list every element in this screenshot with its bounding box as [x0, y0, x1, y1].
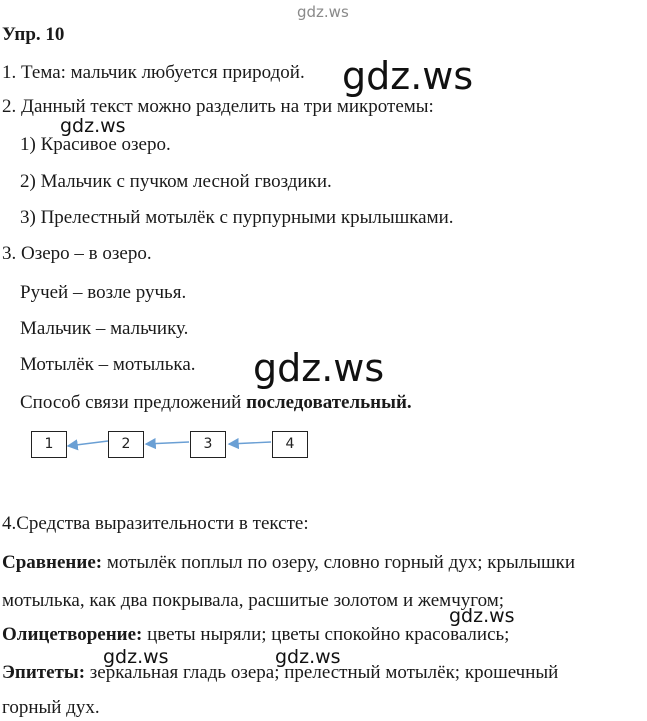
word-pair-3: Мотылёк – мотылька. [20, 354, 196, 375]
watermark-2: gdz.ws [60, 115, 126, 137]
scheme-box-4: 4 [272, 431, 308, 458]
comparison-line-1 [2, 552, 575, 574]
watermark-6: gdz.ws [275, 646, 341, 668]
microtheme-1: 1) Красивое озеро. [20, 134, 171, 155]
epithets-text-1: зеркальная гладь озера; прелестный мотылёк; крошечный [85, 662, 559, 683]
watermark-3: gdz.ws [253, 346, 385, 390]
word-pair-1: Ручей – возле ручья. [20, 282, 187, 303]
arrow-2-to-1 [68, 441, 108, 446]
comparison-text-1: мотылёк поплыл по озеру, словно горный дух; крылышки [102, 552, 576, 573]
comparison-label: Сравнение: [2, 552, 103, 573]
personification-line [2, 624, 509, 646]
item-1-theme: 1. Тема: мальчик любуется природой. [2, 62, 305, 83]
watermark-5: gdz.ws [103, 646, 169, 668]
item-3-heading: 3. Озеро – в озеро. [2, 243, 152, 264]
link-type-value: последовательный. [246, 392, 412, 413]
arrow-4-to-3 [229, 442, 271, 444]
item-2-microthemes: 2. Данный текст можно разделить на три микротемы: [2, 96, 434, 117]
epithets-label: Эпитеты: [2, 662, 86, 683]
microtheme-3: 3) Прелестный мотылёк с пурпурными крылышками. [20, 207, 454, 228]
watermark-4: gdz.ws [449, 605, 515, 627]
arrow-3-to-2 [146, 442, 189, 444]
microtheme-2: 2) Мальчик с пучком лесной гвоздики. [20, 171, 332, 192]
watermark-top: gdz.ws [297, 3, 349, 21]
scheme-box-3: 3 [190, 431, 226, 458]
item-4-heading: 4.Средства выразительности в тексте: [2, 513, 309, 534]
personification-label: Олицетворение: [2, 624, 143, 645]
exercise-title: Упр. 10 [2, 24, 65, 45]
personification-text: цветы ныряли; цветы спокойно красовались; [142, 624, 510, 645]
scheme-box-1: 1 [31, 431, 67, 458]
watermark-1: gdz.ws [342, 54, 474, 98]
scheme-box-2: 2 [108, 431, 144, 458]
word-pair-2: Мальчик – мальчику. [20, 318, 189, 339]
comparison-line-2: мотылька, как два покрывала, расшитые золотом и жемчугом; [2, 590, 505, 611]
epithets-line-2: горный дух. [2, 697, 100, 718]
link-type-label: Способ связи предложений [20, 392, 247, 413]
